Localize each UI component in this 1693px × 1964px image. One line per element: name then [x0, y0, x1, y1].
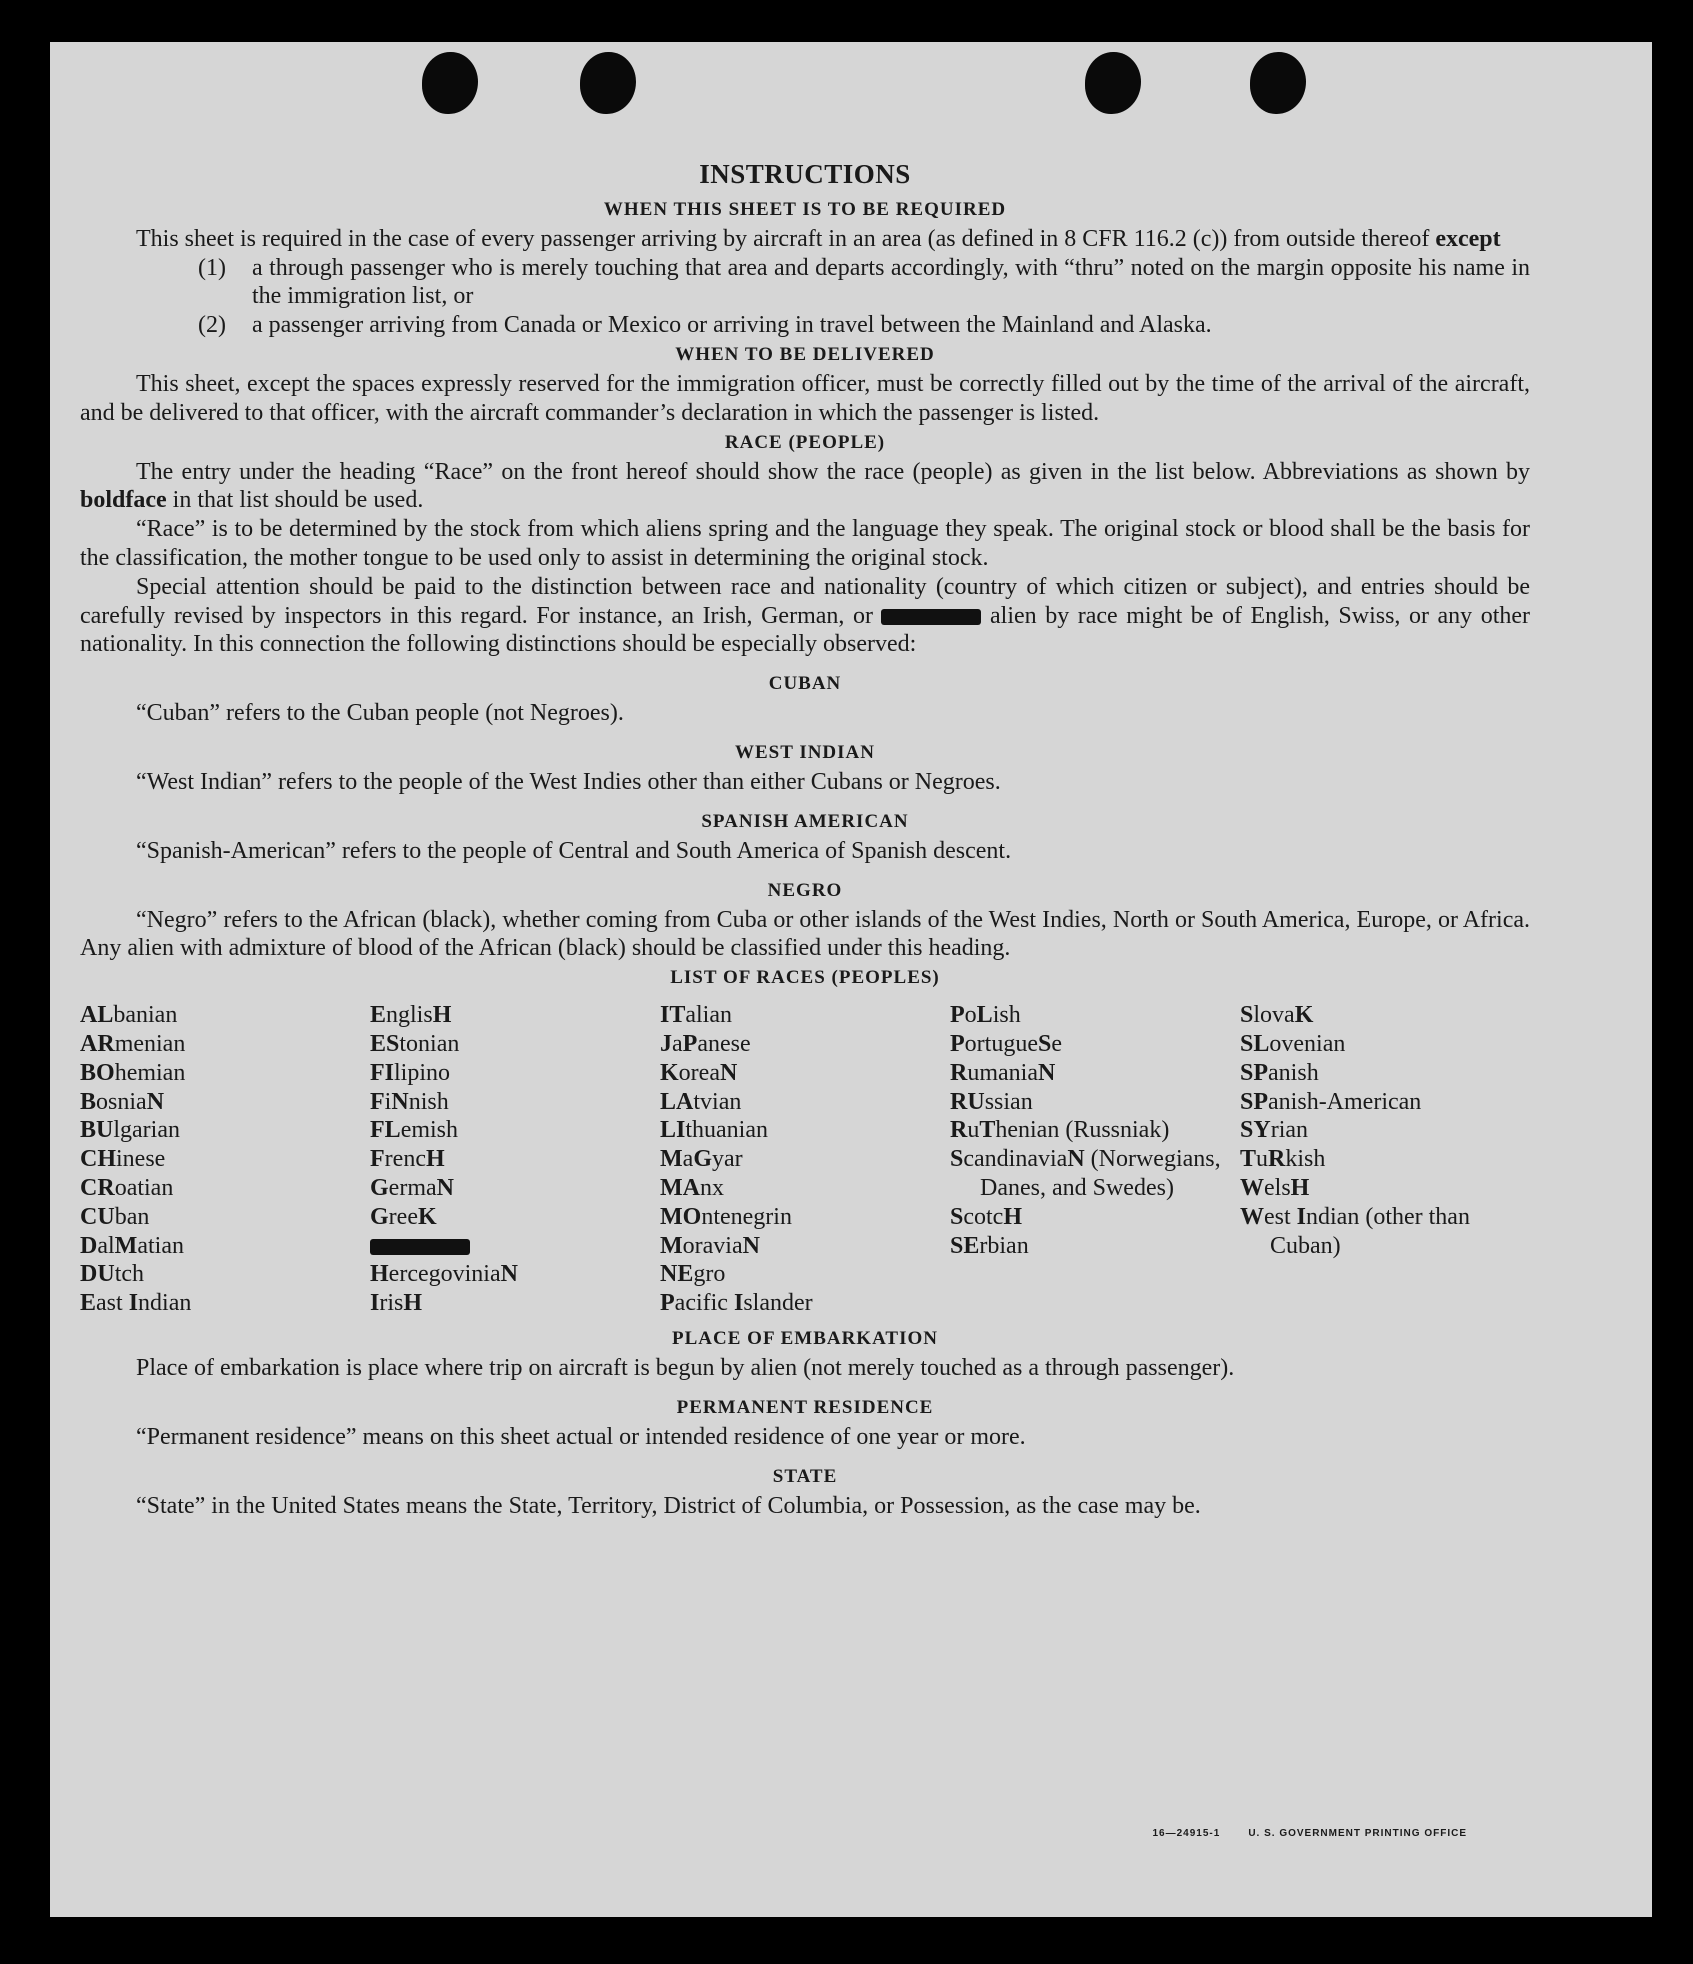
race-entry: Pacific Islander: [660, 1290, 813, 1317]
race-entry: SlovaK: [1240, 1002, 1314, 1029]
race-paragraph-1: The entry under the heading “Race” on the front hereof should show the race (people) as given in the list below. Abbreviations as shown by boldface in that list should be used.: [80, 458, 1530, 514]
race-entry: East Indian: [80, 1290, 192, 1317]
race-entry: HercegoviniaN: [370, 1261, 518, 1288]
race-entry: EStonian: [370, 1030, 460, 1057]
race-entry: TuRkish: [1240, 1146, 1326, 1173]
state-text: “State” in the United States means the State, Territory, District of Columbia, or Possession, as the case may be.: [136, 1492, 1201, 1519]
race-entry: RumaniaN: [950, 1059, 1056, 1086]
section-heading-state: STATE: [772, 1465, 838, 1487]
races-column: [660, 1001, 950, 1318]
race-entry: DalMatian: [80, 1232, 184, 1259]
section-heading-race: RACE (PEOPLE): [724, 431, 886, 453]
race-entry: RUssian: [950, 1088, 1033, 1115]
race-entry: [370, 1232, 660, 1261]
section-heading-embarkation: PLACE OF EMBARKATION: [672, 1327, 938, 1349]
race-entry: LIthuanian: [660, 1117, 768, 1144]
race-entry: PoLish: [950, 1002, 1021, 1029]
punch-hole: [422, 52, 478, 114]
punch-hole: [580, 52, 636, 114]
section-heading-required: WHEN THIS SHEET IS TO BE REQUIRED: [603, 198, 1007, 220]
race-entry: ScandinaviaN (Norwegians, Danes, and Swedes): [950, 1146, 1221, 1201]
delivered-text: This sheet, except the spaces expressly reserved for the immigration officer, must be correctly filled out by the time of the arrival of the aircraft, and be delivered to that officer, with the aircraft commander’s declaration in which the passenger is listed.: [80, 370, 1530, 426]
races-column: [80, 1001, 370, 1318]
race-entry: West Indian (other than Cuban): [1240, 1203, 1470, 1259]
race-entry: ITalian: [660, 1002, 732, 1029]
race-entry: DUtch: [80, 1261, 145, 1288]
list-of-races-heading: LIST OF RACES (PEOPLES): [670, 967, 940, 989]
race-entry: LAtvian: [660, 1088, 742, 1115]
race-entry: NEgro: [660, 1261, 726, 1288]
west-indian-text: “West Indian” refers to the people of the West Indies other than either Cubans or Negroes.: [136, 768, 1001, 795]
race-entry: ARmenian: [80, 1030, 186, 1057]
form-code: 16—24915-1: [1152, 1828, 1221, 1839]
race-entry: MOntenegrin: [660, 1203, 792, 1230]
race-entry: MaGyar: [660, 1146, 743, 1173]
required-intro: This sheet is required in the case of every passenger arriving by aircraft in an area (as defined in 8 CFR 116.2 (c)) from outside thereof except: [136, 225, 1501, 252]
spanish-american-text: “Spanish-American” refers to the people of Central and South America of Spanish descent.: [136, 837, 1012, 864]
residence-text: “Permanent residence” means on this sheet actual or intended residence of one year or more.: [136, 1423, 1026, 1450]
race-entry: CHinese: [80, 1146, 166, 1173]
section-heading-delivered: WHEN TO BE DELIVERED: [675, 343, 935, 365]
race-entry: SPanish: [1240, 1059, 1319, 1086]
race-entry: FLemish: [370, 1117, 459, 1144]
document-body: [80, 160, 1530, 1520]
punch-hole: [1085, 52, 1141, 114]
section-heading-cuban: CUBAN: [768, 673, 842, 695]
printer-footer: [1124, 1828, 1467, 1839]
exception-item: (1) a through passenger who is merely touching that area and departs accordingly, with “thru” noted on the margin opposite his name in the immigration list, or: [198, 254, 1530, 310]
race-entry: WelsH: [1240, 1174, 1310, 1201]
race-entry: SErbian: [950, 1232, 1029, 1259]
race-entry: CUban: [80, 1203, 150, 1230]
race-entry: KoreaN: [660, 1059, 738, 1086]
exception-item: (2) a passenger arriving from Canada or Mexico or arriving in travel between the Mainland and Alaska.: [198, 312, 1212, 339]
embarkation-text: Place of embarkation is place where trip on aircraft is begun by alien (not merely touched as a through passenger).: [136, 1354, 1235, 1381]
section-heading-west-indian: WEST INDIAN: [735, 741, 875, 763]
race-entry: IrisH: [370, 1290, 423, 1317]
race-entry: EnglisH: [370, 1002, 452, 1029]
race-entry: GermaN: [370, 1174, 454, 1201]
printer-name: U. S. GOVERNMENT PRINTING OFFICE: [1248, 1828, 1467, 1839]
section-heading-residence: PERMANENT RESIDENCE: [676, 1396, 934, 1418]
races-column: [950, 1001, 1240, 1318]
races-column: [1240, 1001, 1530, 1318]
cuban-text: “Cuban” refers to the Cuban people (not Negroes).: [136, 700, 624, 727]
race-entry: SPanish-American: [1240, 1088, 1422, 1115]
race-entry: GreeK: [370, 1203, 437, 1230]
races-list: [80, 1001, 1530, 1318]
race-paragraph-3: Special attention should be paid to the distinction between race and nationality (country of which citizen or subject), and entries should be carefully revised by inspectors in this regard. For instance, an Irish, German, or alien by race might be of English, Swiss, or any other nationality. In this connection the following distinctions should be especially observed:: [80, 573, 1531, 658]
race-entry: RuThenian (Russniak): [950, 1117, 1170, 1144]
section-heading-negro: NEGRO: [767, 879, 843, 901]
race-entry: ScotcH: [950, 1203, 1023, 1230]
race-entry: MoraviaN: [660, 1232, 760, 1259]
race-entry: BOhemian: [80, 1059, 186, 1086]
race-entry: FrencH: [370, 1146, 445, 1173]
race-entry: BUlgarian: [80, 1117, 180, 1144]
race-paragraph-2: “Race” is to be determined by the stock from which aliens spring and the language they speak. The original stock or blood shall be the basis for the classification, the mother tongue to be used only to assist in determining the original stock.: [80, 516, 1530, 571]
race-entry: SLovenian: [1240, 1030, 1346, 1057]
redaction-mark: [881, 609, 981, 625]
negro-text: “Negro” refers to the African (black), whether coming from Cuba or other islands of the West Indies, North or South America, Europe, or Africa. Any alien with admixture of blood of the African (black) should be classified under this heading.: [80, 906, 1530, 962]
race-entry: ALbanian: [80, 1002, 178, 1029]
page-title: INSTRUCTIONS: [699, 159, 911, 189]
race-entry: PortugueSe: [950, 1030, 1062, 1057]
race-entry: BosniaN: [80, 1088, 165, 1115]
instruction-sheet: [50, 42, 1652, 1917]
race-entry: SYrian: [1240, 1117, 1309, 1144]
section-heading-spanish-american: SPANISH AMERICAN: [701, 810, 909, 832]
race-entry: FIlipino: [370, 1059, 451, 1086]
race-entry: CRoatian: [80, 1174, 174, 1201]
redaction-mark: [370, 1239, 470, 1255]
race-entry: MAnx: [660, 1174, 724, 1201]
race-entry: FiNnish: [370, 1088, 449, 1115]
races-column: [370, 1001, 660, 1318]
punch-hole: [1250, 52, 1306, 114]
race-entry: JaPanese: [660, 1030, 751, 1057]
